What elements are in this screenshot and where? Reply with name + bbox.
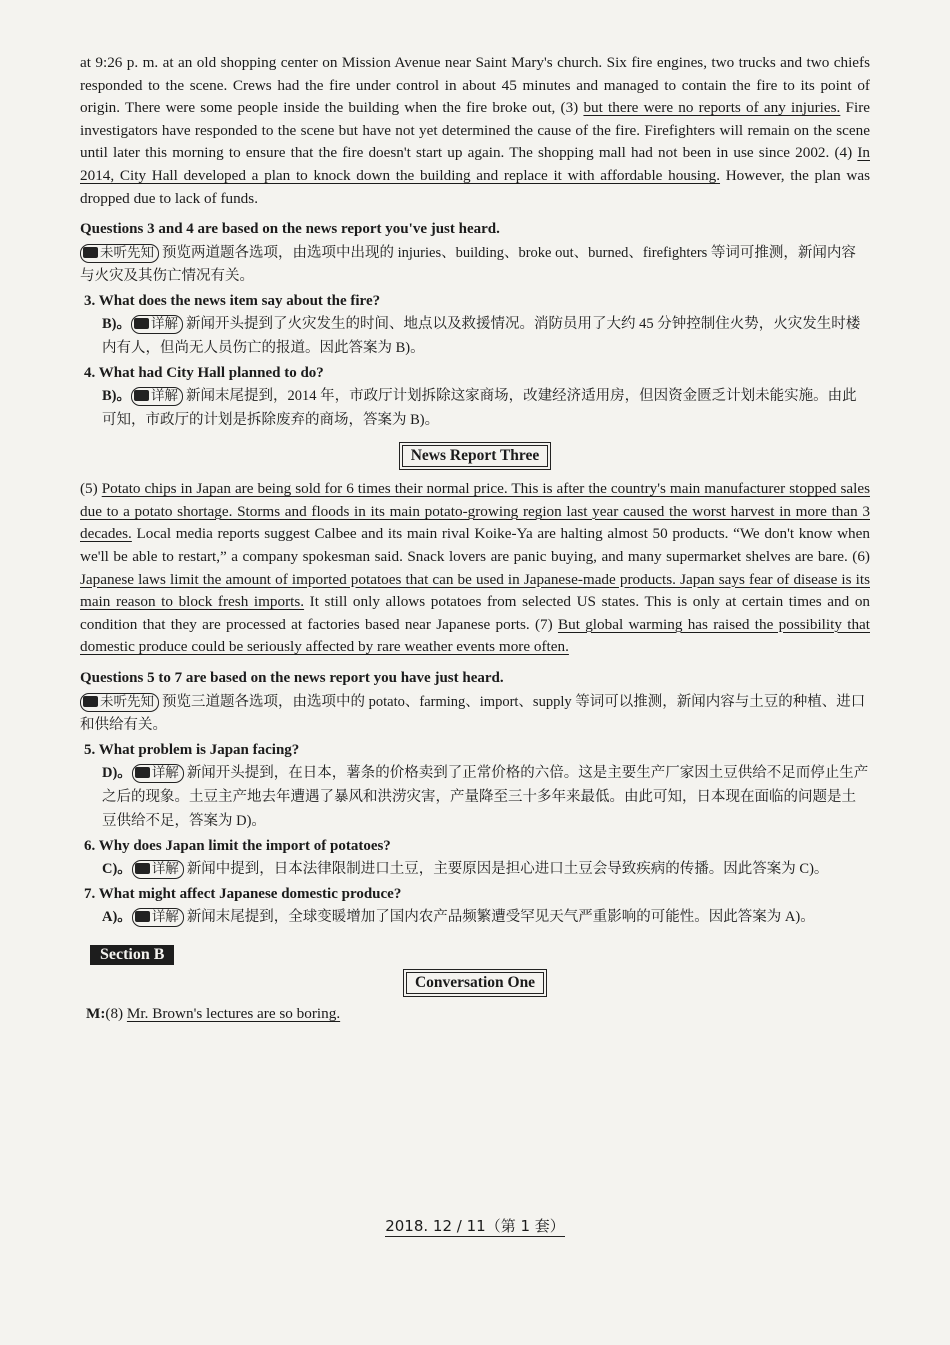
question-4: 4. What had City Hall planned to do? (84, 365, 324, 382)
answer-underline-3: but there were no reports of any injuries. (583, 99, 841, 117)
preview-tag (80, 244, 159, 263)
report-text: at 9:26 p. m. at an old shopping center on Mission Avenue near Saint Mary's church. Six fire engines, two trucks and two chiefs responded to the scene. Crews had the fire under control in about 45 minutes and managed to contain the fire to its point of origin. There were some people inside the building when the fire broke out, (3) (80, 54, 870, 117)
conversation-line (86, 1005, 870, 1023)
answer-letter: B)。 (102, 316, 131, 333)
tag-label: 详解 (151, 908, 179, 925)
book-icon (134, 318, 149, 329)
question-6: 6. Why does Japan limit the import of potatoes? (84, 837, 391, 854)
preview-tip (80, 242, 870, 288)
answer-7 (102, 905, 870, 929)
book-icon (135, 767, 150, 778)
tag-label: 详解 (151, 860, 179, 877)
detail-tag (132, 860, 184, 879)
book-icon (83, 247, 98, 258)
report-text: It still only allows potatoes from selected US states. This is only at certain times and on condition that they are processed at factories based near Japanese ports. (7) (80, 593, 871, 633)
answer-letter: B)。 (102, 388, 131, 405)
news-report-three-text (80, 478, 870, 659)
report-text: Local media reports suggest Calbee and its main rival Koike-Ya are halting almost 50 products. “We don't know when we'll be able to restart,” a company spokesman said. Snack lovers are panic buying, and many supermarket shelves are bare. (6) (80, 525, 870, 565)
answer-underline-7: But global warming has raised the possibility that domestic produce could be seriously affected by rare weather events more often. (80, 615, 870, 656)
title-text: Conversation One (406, 972, 544, 994)
conversation-one-title (80, 969, 870, 997)
book-icon (134, 390, 149, 401)
detail-tag (132, 908, 184, 927)
news-report-two-text (80, 52, 870, 210)
tip-text: 预览两道题各选项，由选项中出现的 injuries、building、broke out、burned、firefighters 等词可推测，新闻内容与火灾及其伤亡情况有关。 (80, 245, 856, 285)
book-icon (135, 911, 150, 922)
detail-tag (132, 764, 184, 783)
answer-text: 新闻中提到，日本法律限制进口土豆，主要原因是担心进口土豆会导致疾病的传播。因此答案为 C)。 (186, 860, 829, 877)
book-icon (135, 863, 150, 874)
tip-text: 预览三道题各选项，由选项中的 potato、farming、import、supply 等词可以推测，新闻内容与土豆的种植、进口和供给有关。 (80, 693, 866, 733)
preview-tip (80, 691, 870, 737)
answer-underline-6: Japanese laws limit the amount of imported potatoes that can be used in Japanese-made products. Japan says fear of disease is its main reason to block fresh imports. (80, 570, 870, 611)
answer-text: 新闻开头提到，在日本，薯条的价格卖到了正常价格的六倍。这是主要生产厂家因土豆供给不足而停止生产之后的现象。土豆主产地去年遭遇了暴风和洪涝灾害，产量降至三十多年来最低。由此可知，日本现在面临的问题是土豆供给不足，答案为 D)。 (102, 764, 869, 829)
answer-underline-5: Potato chips in Japan are being sold for 6 times their normal price. This is after the country's main manufacturer stopped sales due to a potato shortage. Storms and floods in its main potato-growing region last year caused the worst harvest in more than 3 decades. (80, 480, 870, 543)
tag-label: 详解 (151, 764, 179, 781)
tag-label: 未听先知 (100, 245, 154, 262)
detail-tag (131, 387, 183, 406)
questions-3-4-heading: Questions 3 and 4 are based on the news report you've just heard. (80, 221, 500, 238)
report-text: Fire investigators have responded to the scene but have not yet determined the cause of the fire. Firefighters will remain on the scene until later this morning to ensure that the fire doesn't start up again. The shopping mall had not been in use since 2002. (4) (80, 99, 871, 162)
question-7: 7. What might affect Japanese domestic produce? (84, 885, 402, 902)
report-text: However, the plan was dropped due to lack of funds. (80, 166, 870, 207)
answer-5 (102, 761, 870, 833)
answer-letter: A)。 (102, 908, 132, 925)
news-report-three-title (80, 442, 870, 470)
questions-5-7-heading: Questions 5 to 7 are based on the news report you have just heard. (80, 669, 504, 686)
answer-4 (102, 384, 870, 432)
answer-text: 新闻末尾提到，全球变暖增加了国内农产品频繁遭受罕见天气严重影响的可能性。因此答案为 A)。 (186, 908, 815, 925)
answer-underline-8: Mr. Brown's lectures are so boring. (126, 1004, 341, 1022)
title-text: News Report Three (402, 445, 549, 467)
detail-tag (131, 315, 183, 334)
section-b-label: Section B (90, 945, 174, 965)
answer-text: 新闻开头提到了火灾发生的时间、地点以及救援情况。消防员用了大约 45 分钟控制住火势，火灾发生时楼内有人，但尚无人员伤亡的报道。因此答案为 B)。 (102, 316, 861, 357)
answer-letter: C)。 (102, 860, 132, 877)
answer-text: 新闻末尾提到，2014 年，市政厅计划拆除这家商场，改建经济适用房，但因资金匮乏计划未能实施。由此可知，市政厅的计划是拆除废弃的商场，答案为 B)。 (102, 388, 857, 429)
line-number: (8) (105, 1004, 127, 1022)
page-footer (0, 1215, 950, 1236)
answer-3 (102, 312, 870, 360)
book-icon (83, 696, 98, 707)
preview-tag (80, 693, 159, 712)
tag-label: 详解 (151, 388, 178, 405)
answer-underline-4: In 2014, City Hall developed a plan to knock down the building and replace it with affordable housing. (80, 144, 870, 184)
question-3: 3. What does the news item say about the fire? (84, 293, 381, 310)
tag-label: 未听先知 (100, 693, 154, 710)
question-5: 5. What problem is Japan facing? (84, 741, 300, 758)
footer-text: 2018. 12 / 11（第 1 套） (385, 1217, 565, 1235)
report-text: (5) (80, 480, 102, 498)
tag-label: 详解 (151, 316, 178, 333)
answer-letter: D)。 (102, 764, 132, 781)
speaker-label: M: (86, 1004, 106, 1022)
answer-6 (102, 857, 870, 881)
page-content (80, 52, 870, 1023)
